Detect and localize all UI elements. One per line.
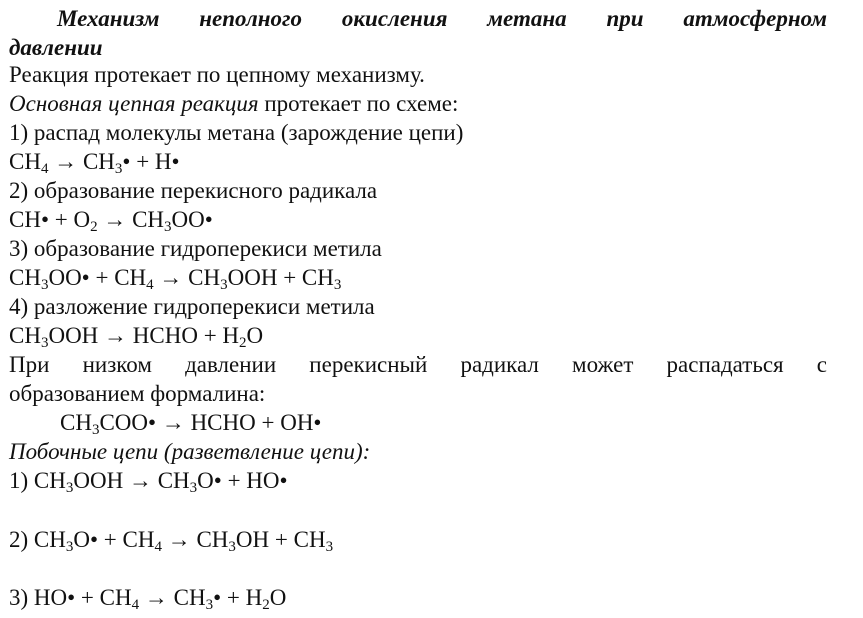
title-text-1: Механизм неполного окисления метана при атмосферном [57,6,827,31]
side-equation-1: 1) $CH_3OOH$ → $CH_3O•$ + HO• [9,468,288,496]
title-line-1 [9,6,827,32]
equation-formalin: $CH_3COO•$ → HCHO + OH• [60,410,322,438]
intro-text: Реакция протекает по цепному механизму. [9,62,425,87]
step-3-label: 3) образование гидроперекиси метила [9,236,382,261]
step-4-label: 4) разложение гидроперекиси метила [9,294,375,319]
side-equation-2: 2) $CH_3O• + CH_4 \to CH_3OH + CH_3$ [9,527,334,555]
equation-4: $CH_3OOH$ → HCHO + $H_2O$ [9,323,264,351]
main-chain-label: Основная цепная реакция [9,91,259,116]
low-pressure-line-1: При низком давлении перекисный радикал может распадаться с [9,352,827,377]
step-1-label: 1) распад молекулы метана (зарождение цепи) [9,120,464,145]
main-chain-rest: протекает по схеме: [258,91,459,116]
equation-1: $CH_4$ → $CH_3•$ + H• [9,149,180,177]
title-line-2: давлении [9,35,103,60]
side-equation-3: 3) HO• + $CH_4$ → $CH_3• + H_2O$ [9,585,287,613]
low-pressure-line-2: образованием формалина: [9,381,266,406]
equation-3: $CH_3OO• + CH_4 \to CH_3OOH + CH_3$ [9,265,342,293]
side-chain-heading: Побочные цепи (разветвление цепи): [9,439,371,464]
equation-2: CH• + $O_2$ → $CH_3OO•$ [9,207,213,235]
step-2-label: 2) образование перекисного радикала [9,178,378,203]
main-chain-heading [9,91,458,117]
